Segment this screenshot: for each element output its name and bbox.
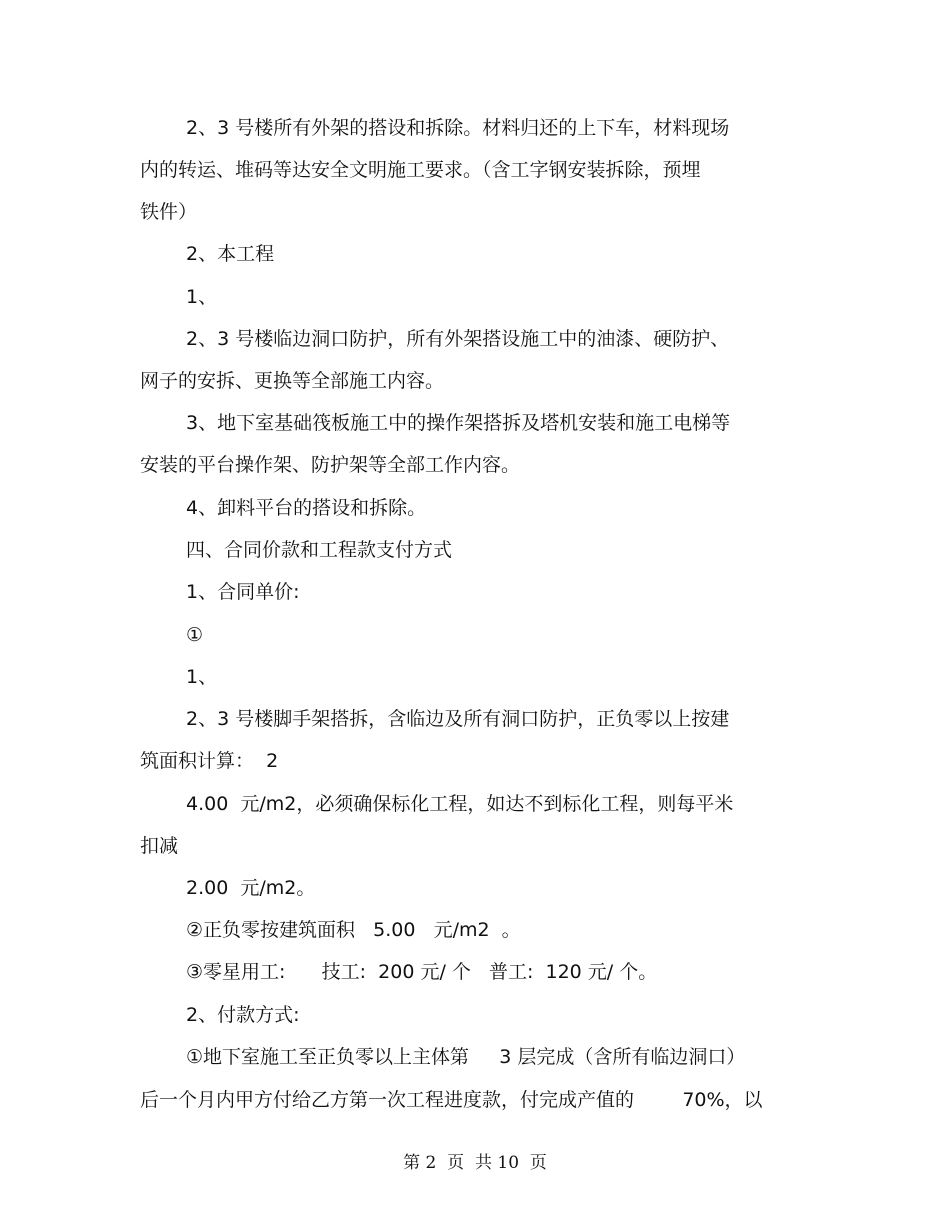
text-line: ①地下室施工至正负零以上主体第 3 层完成（含所有临边洞口） [186,1046,746,1068]
text-line: 2、3 号楼临边洞口防护，所有外架搭设施工中的油漆、硬防护、 [186,328,730,350]
text-line: 后一个月内甲方付给乙方第一次工程进度款，付完成产值的 70%，以 [140,1089,763,1111]
text-line: 1、 [186,286,218,308]
text-line: 1、 [186,666,218,688]
text-line: 2、付款方式: [186,1004,300,1026]
text-line: 安装的平台操作架、防护架等全部工作内容。 [140,454,521,476]
text-line: 4.00 元/m2，必须确保标化工程，如达不到标化工程，则每平米 [186,793,734,815]
text-line: ②正负零按建筑面积 5.00 元/m2 。 [186,919,521,941]
section-heading: 四、合同价款和工程款支付方式 [186,539,453,561]
text-line: 1、合同单价: [186,581,300,603]
text-line: 铁件） [140,201,198,223]
text-line: 2、3 号楼所有外架的搭设和拆除。材料归还的上下车，材料现场 [186,117,730,139]
text-line: 4、卸料平台的搭设和拆除。 [186,497,427,519]
text-line: 2、本工程 [186,243,275,265]
text-line: 2.00 元/m2。 [186,877,316,899]
text-line: 筑面积计算： 2 [140,750,279,772]
text-line: 3、地下室基础筏板施工中的操作架搭拆及塔机安装和施工电梯等 [186,412,731,434]
text-line: 内的转运、堆码等达安全文明施工要求。（含工字钢安装拆除，预埋 [140,159,701,181]
text-line: 扣减 [140,835,179,857]
text-line: 网子的安拆、更换等全部施工内容。 [140,370,445,392]
text-line: 2、3 号楼脚手架搭拆，含临边及所有洞口防护，正负零以上按建 [186,708,730,730]
page-number-footer: 第 2 页 共 10 页 [403,1153,547,1173]
text-line: ③零星用工: 技工: 200 元/ 个 普工: 120 元/ 个。 [186,961,658,983]
text-line: ① [186,624,204,646]
